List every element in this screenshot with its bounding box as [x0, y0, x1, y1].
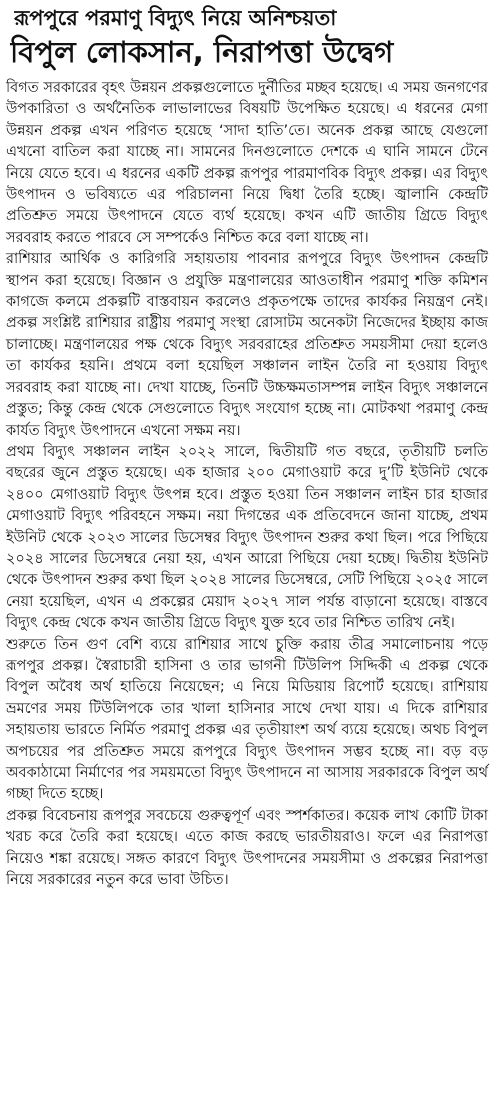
paragraph-2: রাশিয়ার আর্থিক ও কারিগরি সহায়তায় পাবনার রূপপুরে বিদ্যুৎ উৎপাদন কেন্দ্রটি স্থাপন করা হয়েছে। বিজ্ঞান ও প্রযুক্তি মন্ত্রণালয়ের আওতাধীন পরমাণু শক্তি কমিশন কাগজে কলমে প্রকল্পটি বাস্তবায়ন করলেও প্রকৃতপক্ষে তাদের কার্যকর নিয়ন্ত্রণ নেই। প্রকল্প সংশ্লিষ্ট রাশিয়ার রাষ্ট্রীয় পরমাণু সংস্থা রোসাটম অনেকটা নিজেদের ইচ্ছায় কাজ চালাচ্ছে। মন্ত্রণালয়ের পক্ষ থেকে বিদ্যুৎ সরবরাহের প্রতিশ্রুত সময়সীমা দেয়া হলেও তা কার্যকর হয়নি। প্রথমে বলা হয়েছিল সঞ্চালন লাইন তৈরি না হওয়ায় বিদ্যুৎ সরবরাহ করা যাচ্ছে না। দেখা যাচ্ছে, তিনটি উচ্চক্ষমতাসম্পন্ন লাইন বিদ্যুৎ সঞ্চালনে প্রস্তুত; কিন্তু কেন্দ্র থেকে সেগুলোতে বিদ্যুৎ সংযোগ হচ্ছে না। মোটকথা পরমাণু কেন্দ্র কার্যত বিদ্যুৎ উৎপাদনে এখনো সক্ষম নয়।	[6, 251, 489, 439]
paragraph-4: শুরুতে তিন গুণ বেশি ব্যয়ে রাশিয়ার সাথে চুক্তি করায় তীব্র সমালোচনায় পড়ে রূপপুর প্রকল্প। স্বৈরাচারী হাসিনা ও তার ভাগনী টিউলিপ সিদ্দিকী এ প্রকল্প থেকে বিপুল অবৈধ অর্থ হাতিয়ে নিয়েছেন; এ নিয়ে মিডিয়ায় রিপোর্ট হয়েছে। রাশিয়ায় ভ্রমণের সময় টিউলিপকে তার খালা হাসিনার সাথে দেখা যায়। এ দিকে রাশিয়ার সহায়তায় ভারতে নির্মিত পরমাণু প্রকল্প এর তৃতীয়াংশ অর্থ ব্যয়ে হয়েছে। অথচ বিপুল অপচয়ের পর প্রতিশ্রুত সময়ে রূপপুরে বিদ্যুৎ উৎপাদন সম্ভব হচ্ছে না। বড় বড় অবকাঠামো নির্মাণের পর সময়মতো বিদ্যুৎ উৎপাদনে না আসায় সরকারকে বিপুল অর্থ গচ্ছা দিতে হচ্ছে।	[6, 636, 488, 803]
article-body	[6, 78, 488, 891]
paragraph-3: প্রথম বিদ্যুৎ সঞ্চালন লাইন ২০২২ সালে, দ্বিতীয়টি গত বছরে, তৃতীয়টি চলতি বছরের জুনে প্রস্তুত হয়েছে। এক হাজার ২০০ মেগাওয়াট করে দু’টি ইউনিট থেকে ২৪০০ মেগাওয়াট বিদ্যুৎ উৎপন্ন হবে। প্রস্তুত হওয়া তিন সঞ্চালন লাইন চার হাজার মেগাওয়াট বিদ্যুৎ পরিবহনে সক্ষম। নয়া দিগন্তের এক প্রতিবেদনে জানা যাচ্ছে, প্রথম ইউনিট থেকে ২০২৩ সালের ডিসেম্বর বিদ্যুৎ উৎপাদন শুরুর কথা ছিল। পরে পিছিয়ে ২০২৪ সালের ডিসেম্বরে নেয়া হয়, এখন আরো পিছিয়ে দেয়া হচ্ছে। দ্বিতীয় ইউনিট থেকে উৎপাদন শুরুর কথা ছিল ২০২৪ সালের ডিসেম্বরে, সেটি পিছিয়ে ২০২৫ সালে নেয়া হয়েছিল, এখন এ প্রকল্পের মেয়াদ ২০২৭ সাল পর্যন্ত বাড়ানো হয়েছে। বাস্তবে বিদ্যুৎ কেন্দ্র থেকে কখন জাতীয় গ্রিডে বিদ্যুৎ যুক্ত হবে তার নিশ্চিত তারিখ নেই।	[6, 443, 488, 632]
article-headline: বিপুল লোকসান, নিরাপত্তা উদ্বেগ	[10, 35, 394, 69]
article-kicker: রূপপুরে পরমাণু বিদ্যুৎ নিয়ে অনিশ্চয়তা	[14, 6, 337, 30]
paragraph-5: প্রকল্প বিবেচনায় রূপপুর সবচেয়ে গুরুত্বপূর্ণ এবং স্পর্শকাতর। কয়েক লাখ কোটি টাকা খরচ করে তৈরি করা হয়েছে। এতে কাজ করছে ভারতীয়রাও। ফলে এর নিরাপত্তা নিয়েও শঙ্কা রয়েছে। সঙ্গত কারণে বিদ্যুৎ উৎপাদনের সময়সীমা ও প্রকল্পের নিরাপত্তা নিয়ে সরকারের নতুন করে ভাবা উচিত।	[6, 807, 488, 889]
paragraph-1: বিগত সরকারের বৃহৎ উন্নয়ন প্রকল্পগুলোতে দুর্নীতির মচ্ছব হয়েছে। এ সময় জনগণের উপকারিতা ও অর্থনৈতিক লাভালাভের বিষয়টি উপেক্ষিত হয়েছে। এ ধরনের মেগা উন্নয়ন প্রকল্প এখন পরিণত হয়েছে ‘সাদা হাতি’তে। অনেক প্রকল্প আছে যেগুলো এখনো বাতিল করা যাচ্ছে না। সামনের দিনগুলোতে দেশকে এ ঘানি সামনে টেনে নিয়ে যেতে হবে। এ ধরনের একটি প্রকল্প রূপপুর পারমাণবিক বিদ্যুৎ প্রকল্প। এর বিদ্যুৎ উৎপাদন ও ভবিষ্যতে এর পরিচালনা নিয়ে দ্বিধা তৈরি হচ্ছে। জ্বালানি কেন্দ্রটি প্রতিশ্রুত সময়ে উৎপাদনে যেতে ব্যর্থ হয়েছে। কখন এটি জাতীয় গ্রিডে বিদ্যুৎ সরবরাহ করতে পারবে সে সম্পর্কেও নিশ্চিত করে বলা যাচ্ছে না।	[6, 80, 488, 246]
